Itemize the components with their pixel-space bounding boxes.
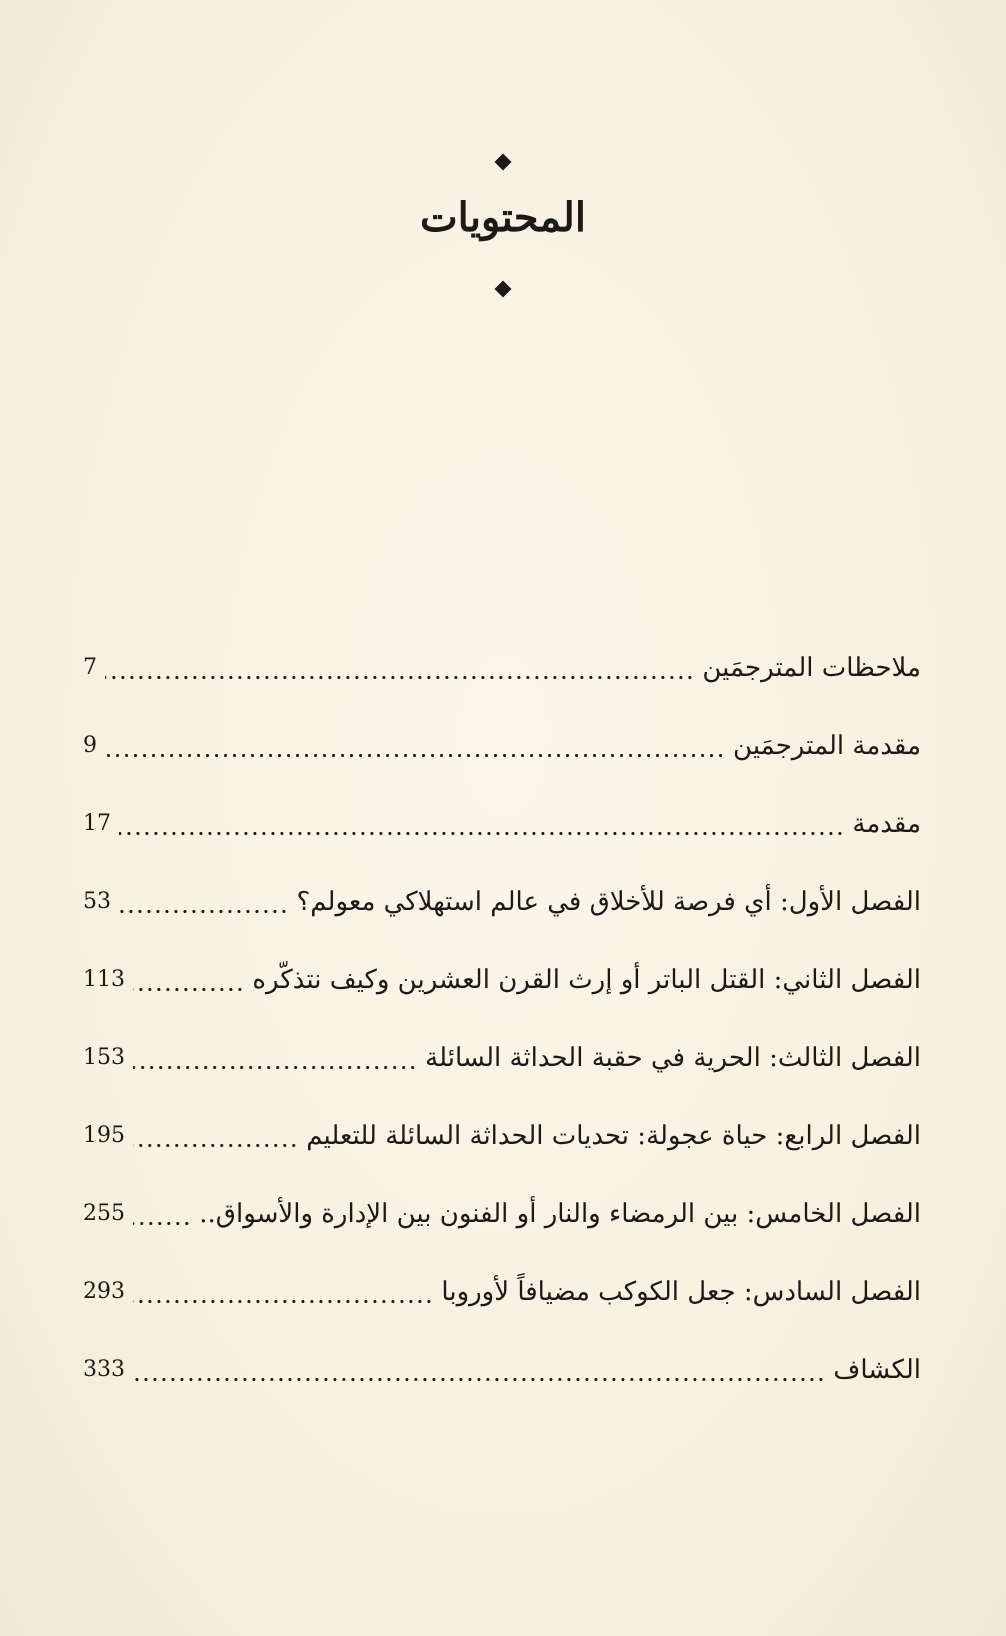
toc-entry-title: مقدمة	[852, 809, 921, 839]
dot-leader	[119, 804, 844, 844]
toc-entry	[83, 648, 921, 726]
dot-leader	[133, 1116, 298, 1156]
toc-entry-title: الفصل الرابع: حياة عجولة: تحديات الحداثة السائلة للتعليم	[306, 1121, 921, 1151]
toc-entry	[83, 1116, 921, 1194]
toc-entry-page: 53	[83, 889, 111, 914]
toc-entry	[83, 1350, 921, 1428]
dot-leader	[119, 882, 288, 922]
toc-entry-title: الفصل الثاني: القتل الباتر أو إرث القرن العشرين وكيف نتذكّره	[252, 965, 921, 995]
toc-entry-page: 333	[83, 1357, 125, 1382]
toc-entry-title: الفصل الثالث: الحرية في حقبة الحداثة السائلة	[425, 1043, 921, 1073]
dot-leader	[133, 1272, 433, 1312]
toc-entry	[83, 1038, 921, 1116]
toc-entry-title: الفصل الأول: أي فرصة للأخلاق في عالم استهلاكي معولم؟	[296, 887, 921, 917]
toc-entry-page: 9	[83, 733, 97, 758]
toc-entry-page: 113	[83, 967, 125, 992]
toc-entry	[83, 804, 921, 882]
toc-entry-page: 255	[83, 1201, 125, 1226]
toc-entry-title: ملاحظات المترجمَين	[702, 653, 921, 683]
diamond-ornament-icon	[495, 154, 512, 171]
toc-entry	[83, 726, 921, 804]
toc-entry-title: مقدمة المترجمَين	[733, 731, 921, 761]
diamond-ornament-icon	[495, 281, 512, 298]
toc-entry	[83, 882, 921, 960]
toc-entry	[83, 1194, 921, 1272]
dot-leader	[133, 1350, 825, 1390]
dot-leader	[105, 726, 725, 766]
toc-entry-page: 7	[83, 655, 97, 680]
toc-entry	[83, 960, 921, 1038]
toc-entry-title: الفصل الخامس: بين الرمضاء والنار أو الفنون بين الإدارة والأسواق..	[199, 1199, 921, 1229]
toc-entry-page: 153	[83, 1045, 125, 1070]
dot-leader	[105, 648, 694, 688]
dot-leader	[133, 1038, 417, 1078]
toc-entry	[83, 1272, 921, 1350]
toc-entry-page: 293	[83, 1279, 125, 1304]
dot-leader	[133, 1194, 191, 1234]
toc-entry-page: 17	[83, 811, 111, 836]
toc-entry-title: الفصل السادس: جعل الكوكب مضيافاً لأوروبا	[441, 1277, 921, 1307]
dot-leader	[133, 960, 244, 1000]
toc-entry-page: 195	[83, 1123, 125, 1148]
toc-entry-title: الكشاف	[833, 1355, 921, 1385]
page-title: المحتويات	[420, 194, 586, 241]
table-of-contents	[83, 648, 921, 1428]
